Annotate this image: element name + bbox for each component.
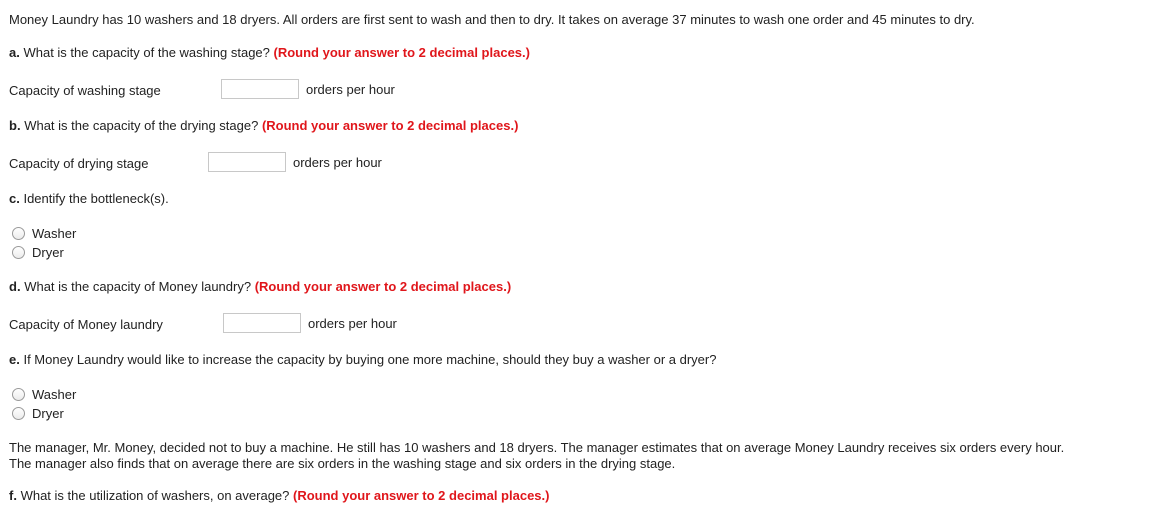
drying-capacity-label: Capacity of drying stage — [9, 155, 149, 171]
question-a-letter: a. — [9, 45, 20, 60]
question-b-note: (Round your answer to 2 decimal places.) — [261, 118, 519, 133]
question-a-note: (Round your answer to 2 decimal places.) — [273, 45, 530, 60]
bottleneck-dryer-radio[interactable] — [12, 246, 25, 259]
question-a — [9, 45, 530, 61]
laundry-capacity-input[interactable] — [223, 313, 301, 333]
laundry-capacity-row — [9, 313, 397, 335]
question-e-letter: e. — [9, 352, 20, 367]
question-c-letter: c. — [9, 191, 20, 206]
drying-capacity-row — [9, 152, 382, 174]
question-d-text: What is the capacity of Money laundry? — [24, 279, 252, 294]
purchase-option-washer[interactable] — [12, 385, 76, 403]
purchase-washer-radio[interactable] — [12, 388, 25, 401]
question-a-text: What is the capacity of the washing stage? — [23, 45, 270, 60]
drying-capacity-unit: orders per hour — [293, 155, 382, 170]
washing-capacity-row — [9, 79, 395, 101]
purchase-dryer-radio[interactable] — [12, 407, 25, 420]
question-f — [9, 488, 549, 504]
laundry-capacity-unit: orders per hour — [308, 316, 397, 331]
purchase-option-dryer[interactable] — [12, 404, 64, 422]
question-d-note: (Round your answer to 2 decimal places.) — [254, 279, 512, 294]
bottleneck-washer-label: Washer — [32, 225, 77, 241]
context-line-2: The manager also finds that on average there are six orders in the washing stage and six orders in the drying stage. — [9, 456, 676, 471]
question-f-text: What is the utilization of washers, on average? — [20, 488, 290, 503]
purchase-washer-label: Washer — [32, 386, 77, 402]
problem-intro: Money Laundry has 10 washers and 18 dryers. All orders are first sent to wash and then to dry. It takes on average 37 minutes to wash one order and 45 minutes to dry. — [9, 12, 975, 27]
bottleneck-option-washer[interactable] — [12, 224, 76, 242]
question-d-letter: d. — [9, 279, 21, 294]
question-c — [9, 191, 169, 207]
question-d — [9, 279, 511, 295]
laundry-capacity-label: Capacity of Money laundry — [9, 316, 163, 332]
question-e-text: If Money Laundry would like to increase the capacity by buying one more machine, should they buy a washer or a dryer? — [23, 352, 717, 367]
question-e — [9, 352, 716, 368]
bottleneck-dryer-label: Dryer — [32, 244, 64, 260]
question-b — [9, 118, 518, 134]
question-b-text: What is the capacity of the drying stage? — [24, 118, 259, 133]
washing-capacity-unit: orders per hour — [306, 82, 395, 97]
question-f-note: (Round your answer to 2 decimal places.) — [293, 488, 550, 503]
question-b-letter: b. — [9, 118, 21, 133]
washing-capacity-input[interactable] — [221, 79, 299, 99]
bottleneck-washer-radio[interactable] — [12, 227, 25, 240]
washing-capacity-label: Capacity of washing stage — [9, 82, 161, 98]
bottleneck-option-dryer[interactable] — [12, 243, 64, 261]
drying-capacity-input[interactable] — [208, 152, 286, 172]
question-f-letter: f. — [9, 488, 17, 503]
context-line-1: The manager, Mr. Money, decided not to buy a machine. He still has 10 washers and 18 dryers. The manager estimates that on average Money Laundry receives six orders every hour. — [9, 440, 1065, 455]
question-c-text: Identify the bottleneck(s). — [23, 191, 169, 206]
purchase-dryer-label: Dryer — [32, 405, 64, 421]
